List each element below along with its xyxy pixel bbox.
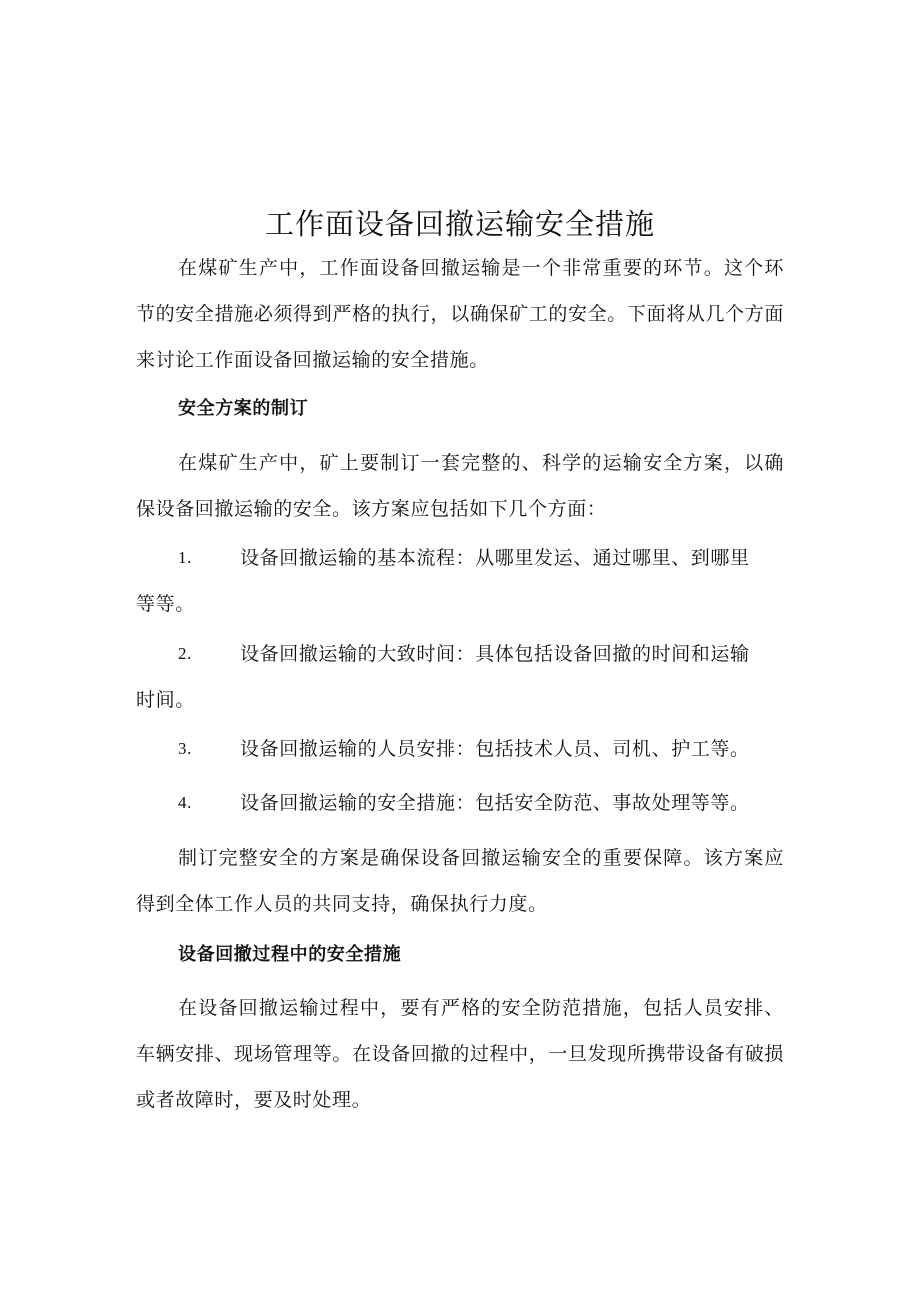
list-item-number: 1. — [178, 548, 192, 567]
list-item-number: 3. — [178, 739, 192, 758]
list-item — [136, 726, 784, 772]
list-item — [136, 631, 784, 723]
document-title: 工作面设备回撤运输安全措施 — [264, 207, 655, 241]
list-item-text: 设备回撤运输的大致时间：具体包括设备回撤的时间和运输时间。 — [136, 643, 750, 711]
plan-paragraph: 在煤矿生产中，矿上要制订一套完整的、科学的运输安全方案，以确保设备回撤运输的安全。该方案应包括如下几个方面： — [136, 452, 784, 520]
intro-paragraph: 在煤矿生产中，工作面设备回撤运输是一个非常重要的环节。这个环节的安全措施必须得到严格的执行，以确保矿工的安全。下面将从几个方面来讨论工作面设备回撤运输的安全措施。 — [136, 257, 784, 371]
list-item-number: 2. — [178, 644, 192, 663]
section-heading-plan: 安全方案的制订 — [178, 398, 309, 419]
list-item-text: 设备回撤运输的人员安排：包括技术人员、司机、护工等。 — [240, 738, 750, 760]
list-item-text: 设备回撤运输的基本流程：从哪里发运、通过哪里、到哪里等等。 — [136, 547, 750, 615]
measures-paragraph: 在设备回撤运输过程中，要有严格的安全防范措施，包括人员安排、车辆安排、现场管理等。在设备回撤的过程中，一旦发现所携带设备有破损或者故障时，要及时处理。 — [136, 997, 784, 1111]
plan-closing-paragraph: 制订完整安全的方案是确保设备回撤运输安全的重要保障。该方案应得到全体工作人员的共同支持，确保执行力度。 — [136, 847, 784, 915]
section-heading-measures: 设备回撤过程中的安全措施 — [178, 944, 402, 965]
list-item — [136, 535, 784, 627]
list-item — [136, 780, 784, 826]
list-item-number: 4. — [178, 793, 192, 812]
list-item-text: 设备回撤运输的安全措施：包括安全防范、事故处理等等。 — [240, 792, 750, 814]
